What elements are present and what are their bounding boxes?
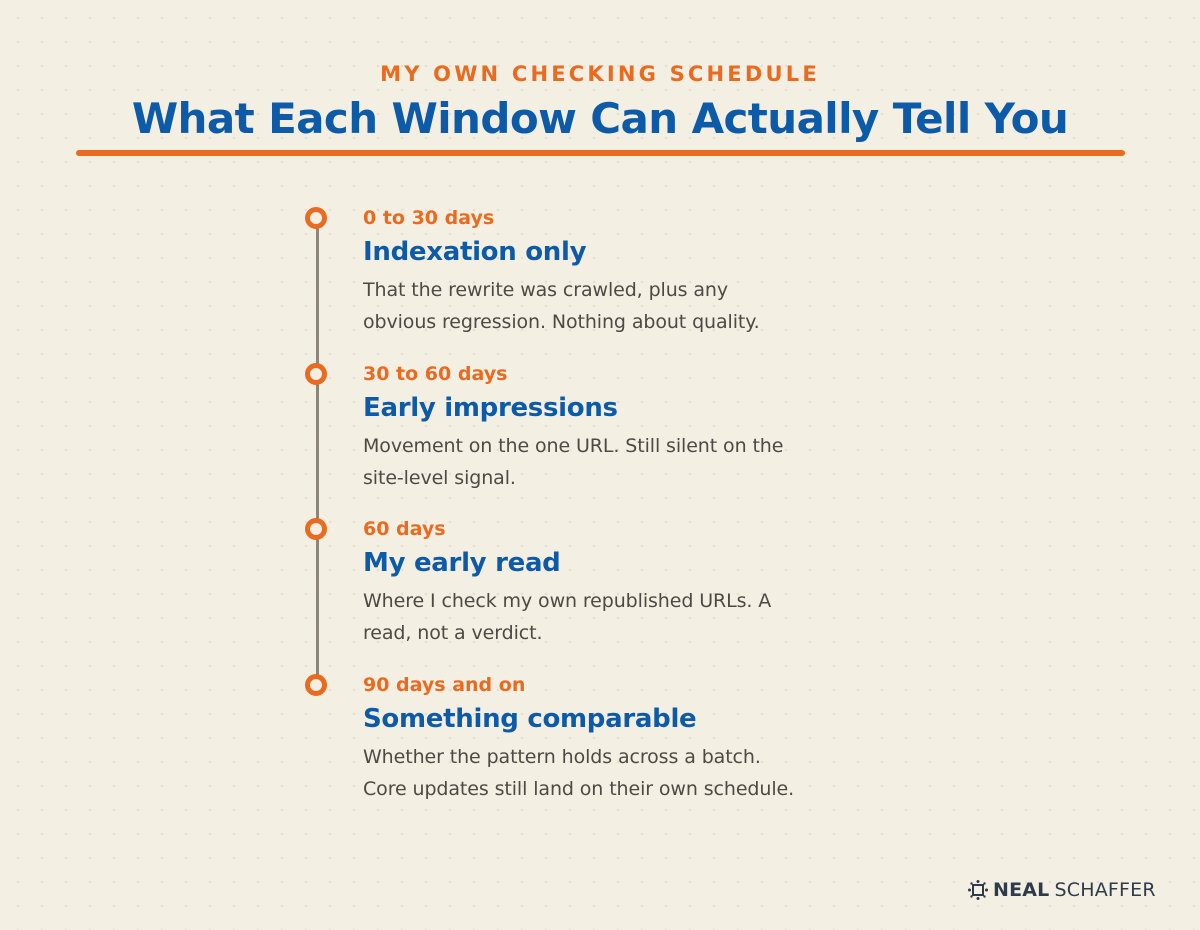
brand-logo bbox=[968, 876, 1156, 904]
timeline-entry bbox=[363, 517, 923, 649]
timeline-description bbox=[363, 274, 923, 338]
timeline-window: 90 days and on bbox=[363, 674, 526, 696]
page-title: What Each Window Can Actually Tell You bbox=[131, 94, 1069, 143]
logo-mark-icon bbox=[968, 880, 988, 900]
timeline-heading: My early read bbox=[363, 548, 561, 578]
timeline-window: 0 to 30 days bbox=[363, 207, 495, 229]
timeline-description bbox=[363, 430, 923, 494]
description-line: Movement on the one URL. Still silent on the bbox=[363, 435, 784, 457]
description-line: That the rewrite was crawled, plus any bbox=[363, 279, 729, 301]
brand-name-bold: NEAL bbox=[993, 879, 1050, 901]
timeline-line bbox=[316, 218, 319, 685]
description-line: Whether the pattern holds across a batch. bbox=[363, 746, 761, 768]
brand-name-light: SCHAFFER bbox=[1054, 879, 1156, 901]
timeline-heading: Something comparable bbox=[363, 704, 697, 734]
timeline-entry bbox=[363, 206, 923, 338]
timeline-entry bbox=[363, 673, 923, 805]
description-line: Where I check my own republished URLs. A bbox=[363, 590, 772, 612]
timeline-description bbox=[363, 741, 923, 805]
timeline-dot bbox=[305, 518, 327, 540]
description-line: site-level signal. bbox=[363, 467, 516, 489]
title-underline bbox=[76, 150, 1125, 156]
timeline-heading: Indexation only bbox=[363, 237, 587, 267]
timeline-dot bbox=[305, 363, 327, 385]
timeline-entry bbox=[363, 362, 923, 494]
timeline-dot bbox=[305, 674, 327, 696]
eyebrow-label: MY OWN CHECKING SCHEDULE bbox=[380, 62, 820, 86]
description-line: Core updates still land on their own schedule. bbox=[363, 778, 795, 800]
timeline-window: 60 days bbox=[363, 518, 446, 540]
description-line: obvious regression. Nothing about quality. bbox=[363, 311, 760, 333]
timeline-description bbox=[363, 585, 923, 649]
timeline-heading: Early impressions bbox=[363, 393, 618, 423]
timeline-window: 30 to 60 days bbox=[363, 363, 508, 385]
description-line: read, not a verdict. bbox=[363, 622, 543, 644]
timeline-dot bbox=[305, 207, 327, 229]
